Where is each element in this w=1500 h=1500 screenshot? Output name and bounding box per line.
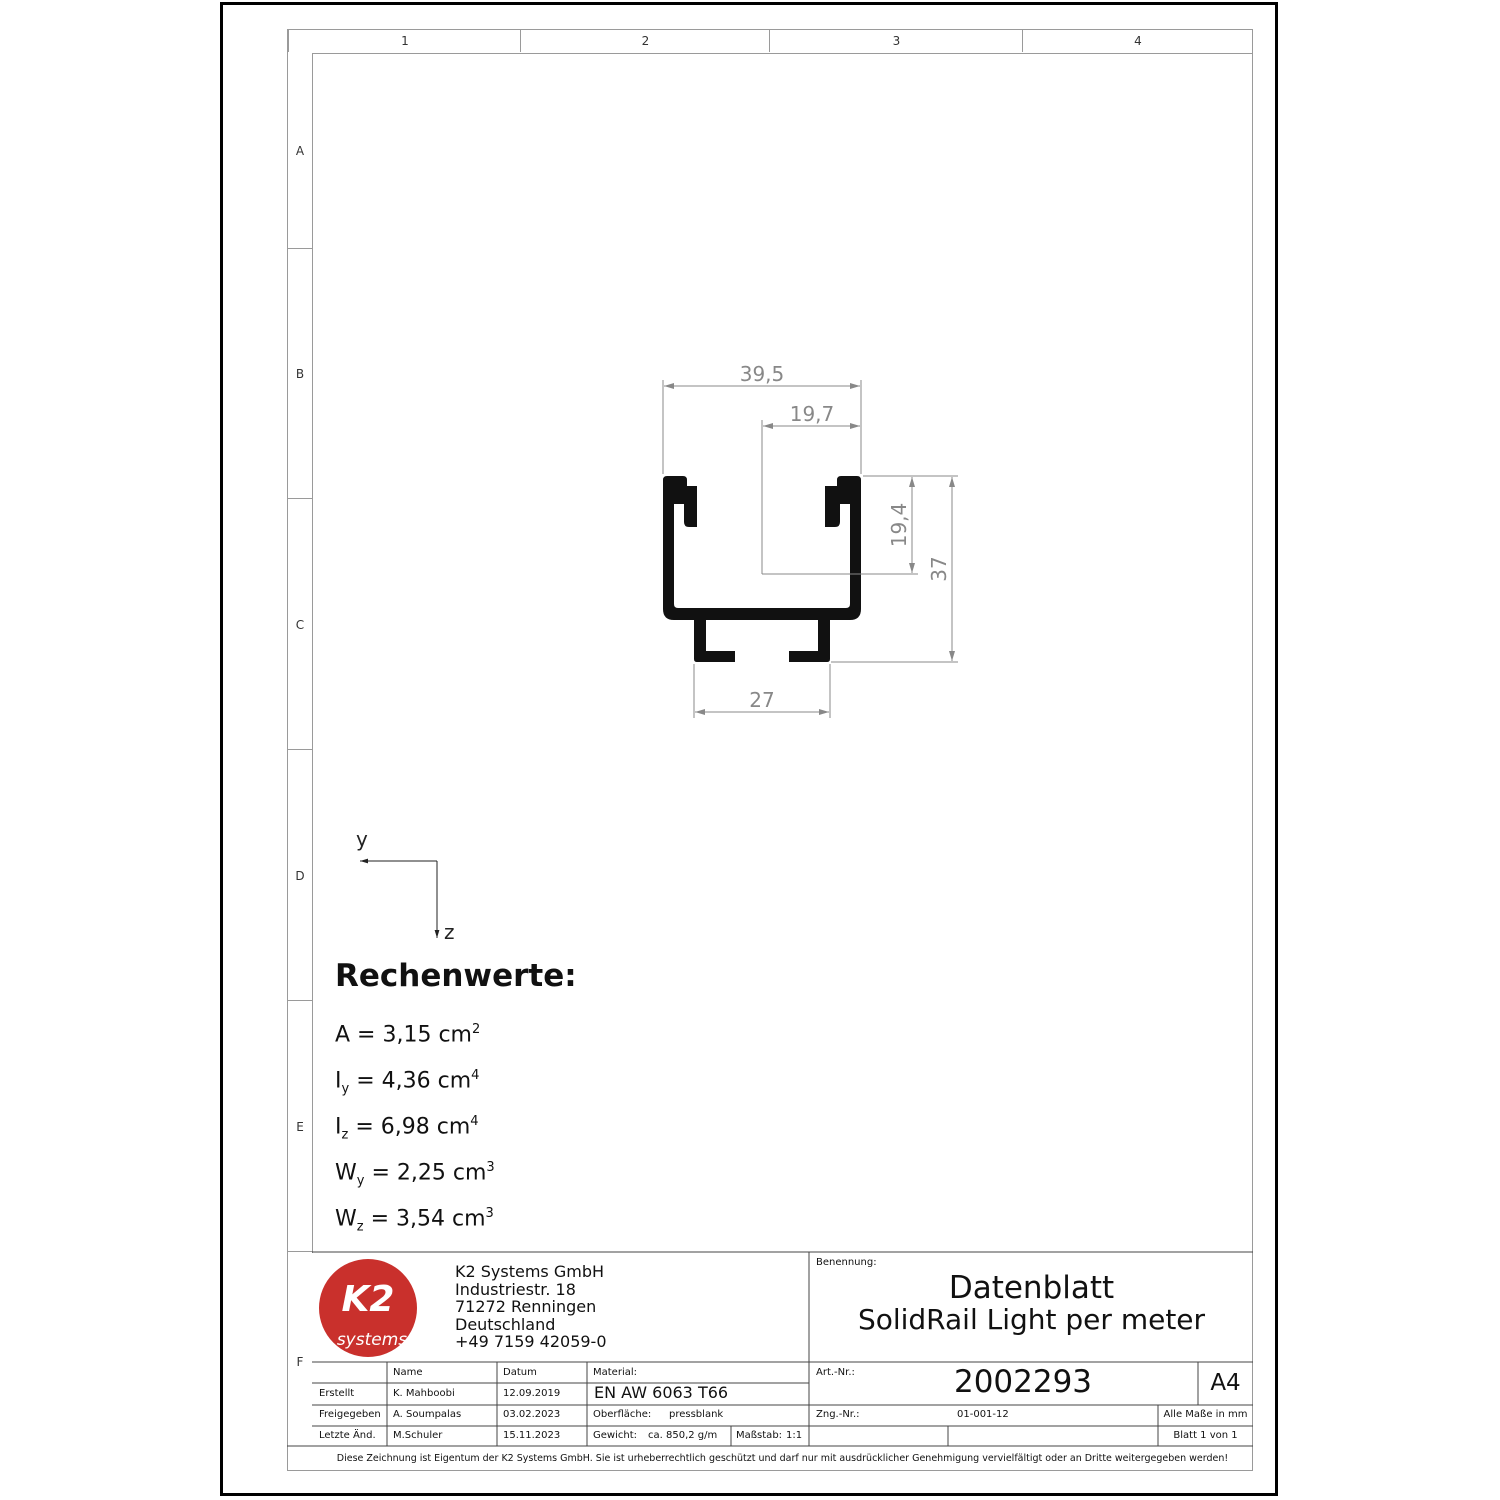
axis-y-label: y [356,827,368,851]
dim-upper-height: 19,4 [887,502,911,548]
calc-eq: = 4,36 cm [349,1068,472,1094]
surface-value: pressblank [669,1409,724,1420]
dim-total-width: 39,5 [739,362,785,386]
material-label: Material: [593,1367,637,1378]
sheet-number: Blatt 1 von 1 [1173,1430,1238,1441]
svg-text:systems: systems [336,1330,408,1350]
dim-base-width: 27 [749,688,775,712]
art-nr-value: 2002293 [953,1364,1093,1400]
row-letzte-role: Letzte Änd. [319,1430,376,1441]
row-freigegeben-date: 03.02.2023 [503,1409,561,1420]
scale-label: Maßstab: [736,1430,783,1441]
calc-sym: I [335,1068,342,1094]
row-erstellt-role: Erstellt [319,1388,355,1399]
col-name-header: Name [393,1367,423,1378]
drawing-no-value: 01-001-12 [957,1409,1009,1420]
company-street: Industriestr. 18 [455,1279,576,1299]
calc-sub: z [341,1127,349,1143]
drawing-subtitle: SolidRail Light per meter [857,1303,1206,1336]
units-note: Alle Maße in mm [1163,1409,1248,1420]
calc-exp: 4 [470,1114,479,1129]
company-phone: +49 7159 42059-0 [455,1332,607,1351]
zone-row-a: A [295,143,305,158]
calc-eq: = 3,15 cm [350,1022,472,1048]
calc-exp: 2 [472,1022,481,1037]
drawing-no-label: Zng.-Nr.: [816,1409,860,1420]
calc-value-line [335,1206,494,1235]
dim-total-height: 37 [927,556,951,582]
zone-row-d: D [288,749,312,1001]
calc-eq: = 2,25 cm [364,1160,487,1186]
zone-row-c: C [288,498,312,750]
calc-sym: I [335,1114,342,1140]
zone-row-b: B [288,248,312,499]
calc-exp: 4 [471,1068,480,1083]
zone-col-4: 4 [1022,30,1253,52]
row-erstellt-name: K. Mahboobi [393,1388,455,1399]
dimension-lines [663,380,958,718]
calc-value-line [335,1022,480,1051]
calc-exp: 3 [486,1160,495,1175]
calc-eq: = 6,98 cm [348,1114,471,1140]
col-datum-header: Datum [503,1367,537,1378]
art-nr-label: Art.-Nr.: [816,1367,855,1378]
zone-col-3: 3 [769,30,1023,52]
row-erstellt-date: 12.09.2019 [503,1388,561,1399]
drawing-title: Datenblatt [948,1270,1115,1306]
copyright-notice: Diese Zeichnung ist Eigentum der K2 Systems GmbH. Sie ist urheberrechtlich geschützt und darf nur mit ausdrücklicher Genehmigung vervielfältigt oder an Dritte weitergegeben werden! [336,1453,1229,1464]
calc-value-line [335,1114,479,1143]
company-city: 71272 Renningen [455,1297,597,1316]
calc-sub: z [356,1219,364,1235]
zone-row-e: E [288,1000,312,1252]
row-freigegeben-name: A. Soumpalas [393,1409,462,1420]
zone-col-1: 1 [288,30,521,52]
zone-col-2: 2 [520,30,770,52]
format-value: A4 [1210,1370,1241,1396]
calc-sym: W [335,1160,357,1186]
weight-value: ca. 850,2 g/m [648,1430,718,1441]
weight-label: Gewicht: [593,1430,637,1441]
benennung-label: Benennung: [816,1257,877,1268]
material-value: EN AW 6063 T66 [594,1383,729,1402]
svg-text:K2: K2 [341,1279,395,1320]
calc-value-line [335,1160,495,1189]
row-freigegeben-role: Freigegeben [319,1409,381,1420]
calc-sym: W [335,1206,357,1232]
calc-sub: y [341,1081,350,1097]
row-letzte-name: M.Schuler [393,1430,443,1441]
coordinate-axes [360,861,437,938]
calc-value-line [335,1068,479,1097]
surface-label: Oberfläche: [593,1409,652,1420]
row-letzte-date: 15.11.2023 [503,1430,561,1441]
zone-row-f: F [288,1251,312,1471]
scale-value: 1:1 [786,1430,803,1441]
calc-title: Rechenwerte: [335,958,577,994]
calc-eq: = 3,54 cm [363,1206,486,1232]
k2-logo [319,1259,417,1357]
calc-exp: 3 [485,1206,494,1221]
company-country: Deutschland [455,1314,556,1334]
calc-sub: y [356,1173,365,1189]
dim-half-width: 19,7 [789,402,835,426]
axis-z-label: z [444,920,455,944]
calc-sym: A [335,1022,351,1048]
company-name: K2 Systems GmbH [455,1262,605,1281]
company-address [455,1263,607,1351]
